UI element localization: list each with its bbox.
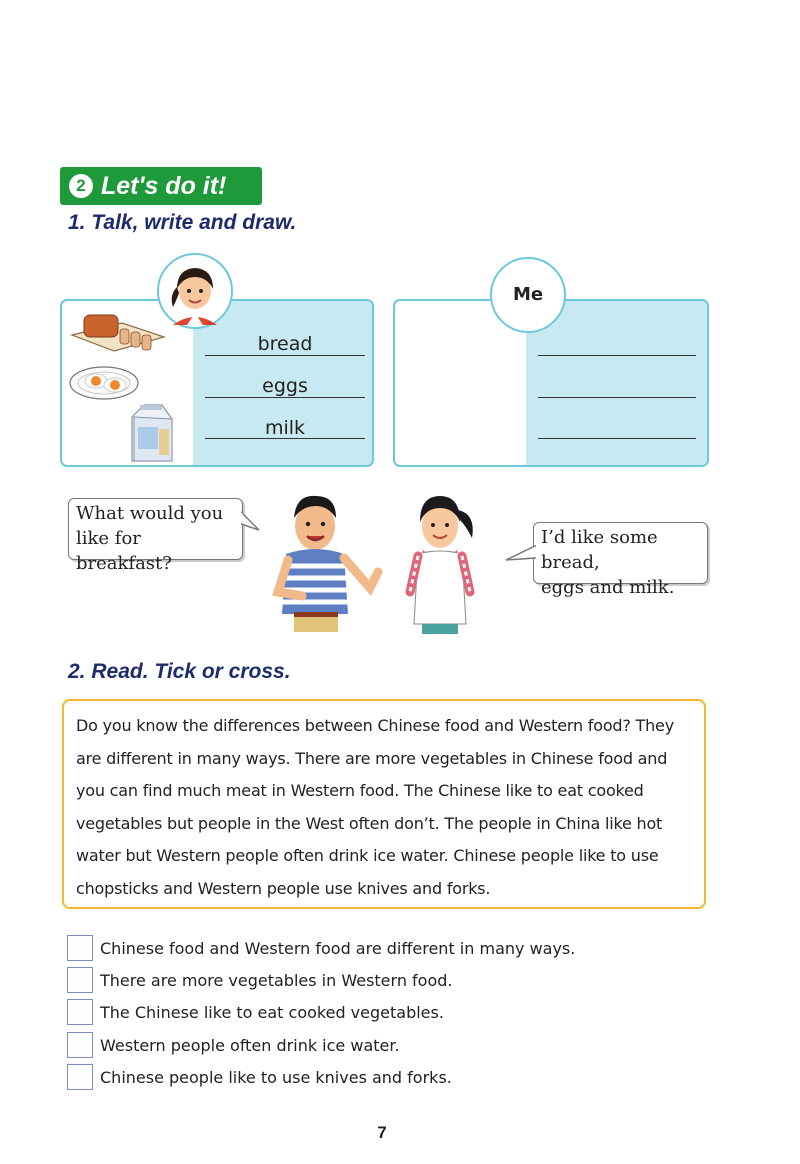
tick-checkbox[interactable] <box>67 999 93 1025</box>
answer-line[interactable] <box>538 397 696 398</box>
reading-passage: Do you know the differences between Chinese food and Western food? They are different in many ways. There are more vegetables in Chinese food and you can find much meat in Western food. The Chinese like to eat cooked vegetables but people in the West often don’t. The people in China like hot water but Western people often drink ice water. Chinese people like to use chopsticks and Western people use knives and forks. <box>76 716 674 898</box>
tick-checkbox[interactable] <box>67 1064 93 1090</box>
bread-icon <box>72 315 164 351</box>
tick-checkbox[interactable] <box>67 1032 93 1058</box>
task1-instruction: 1. Talk, write and draw. <box>68 211 297 234</box>
answer-line <box>205 355 365 356</box>
section-banner <box>60 167 262 205</box>
boy-icon <box>278 496 378 632</box>
bubble-line: What would you <box>76 503 224 524</box>
answer-line[interactable] <box>538 438 696 439</box>
statement-row <box>67 1063 452 1091</box>
section-number: 2 <box>69 174 93 198</box>
eggs-icon <box>70 367 138 399</box>
statement-row <box>67 1031 400 1059</box>
me-label: Me <box>490 257 566 333</box>
girl-icon <box>410 496 473 634</box>
food-word: milk <box>264 417 306 439</box>
statement-text: Chinese food and Western food are different in many ways. <box>100 938 576 958</box>
bubble-line: like for breakfast? <box>76 528 172 574</box>
tick-checkbox[interactable] <box>67 935 93 961</box>
girl-avatar <box>157 253 233 329</box>
statement-text: The Chinese like to eat cooked vegetables. <box>100 1002 444 1022</box>
statement-row <box>67 998 444 1026</box>
statement-text: Western people often drink ice water. <box>100 1035 400 1055</box>
girl-face-icon <box>159 255 231 327</box>
statement-row <box>67 966 453 994</box>
statement-row <box>67 934 575 962</box>
girl-speech-bubble <box>533 522 708 598</box>
section-title: Let's do it! <box>101 171 227 200</box>
answer-line[interactable] <box>538 355 696 356</box>
milk-carton-icon <box>132 405 172 461</box>
statement-text: There are more vegetables in Western food. <box>100 970 453 990</box>
statement-text: Chinese people like to use knives and forks. <box>100 1067 452 1087</box>
card-answer-area <box>526 301 707 465</box>
reading-passage-box <box>62 699 706 909</box>
bubble-tail-icon <box>506 544 536 564</box>
task2-instruction: 2. Read. Tick or cross. <box>68 660 291 683</box>
tick-checkbox[interactable] <box>67 967 93 993</box>
bubble-line: eggs and milk. <box>541 577 675 598</box>
food-word: eggs <box>262 375 308 397</box>
bubble-line: I’d like some bread, <box>541 527 658 573</box>
food-word: bread <box>257 333 313 355</box>
children-talking-illustration <box>272 488 492 638</box>
bubble-tail-icon <box>241 510 261 534</box>
page-number: 7 <box>377 1123 387 1142</box>
answer-line <box>205 397 365 398</box>
boy-speech-bubble <box>68 498 243 574</box>
